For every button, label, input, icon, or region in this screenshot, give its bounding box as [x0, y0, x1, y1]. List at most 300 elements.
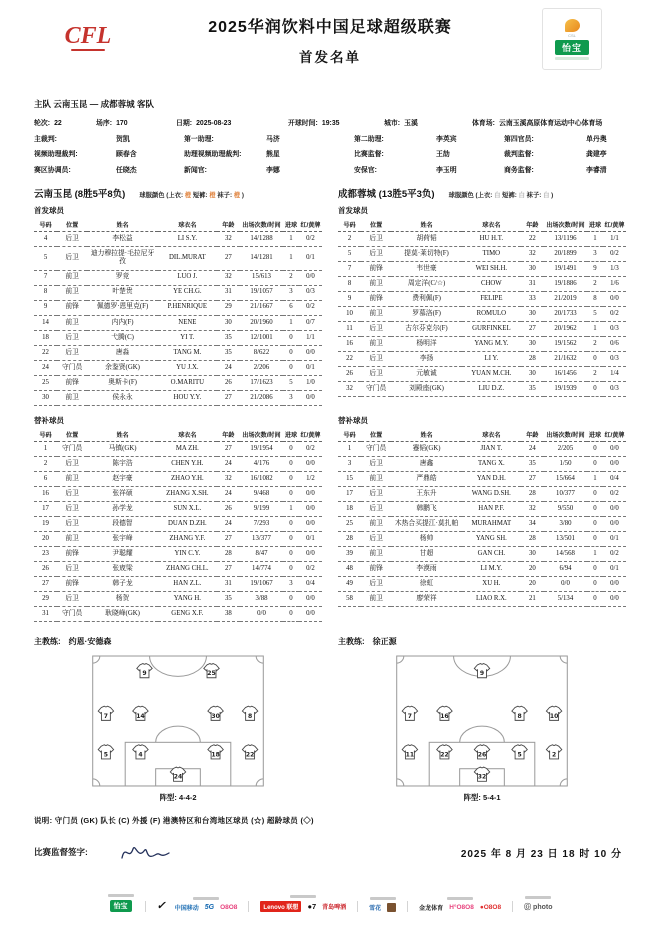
match-info-row-1 [34, 116, 626, 132]
player-cell: 后卫 [57, 457, 87, 472]
info-value: 单丹奥 [586, 135, 607, 143]
player-cell: 28 [521, 352, 544, 367]
player-cell: 陈宇浩 [87, 457, 158, 472]
player-cell: YANG H. [158, 592, 217, 607]
player-cell: 5 [587, 307, 603, 322]
player-cell: 0/0 [603, 457, 626, 472]
sponsor-caption [370, 897, 396, 900]
player-cell: 1/2 [299, 472, 322, 487]
player-cell: 后卫 [361, 352, 391, 367]
formation-label: 阵型: [159, 793, 177, 802]
player-cell: 8 [34, 285, 57, 300]
player-shirt-icon [512, 706, 527, 720]
column-header: 球衣名 [462, 428, 521, 442]
player-row [34, 562, 322, 577]
away-starters-label: 首发球员 [338, 206, 368, 215]
sponsor-logo: ●O8O8 [479, 904, 502, 911]
player-row [338, 367, 626, 382]
player-cell: 29 [34, 592, 57, 607]
player-cell: 3 [283, 390, 299, 405]
svg-text:8: 8 [247, 712, 253, 720]
player-shirt-icon [242, 745, 257, 759]
player-cell: 0/1 [299, 360, 322, 375]
player-row [338, 592, 626, 607]
kit-shorts-label: 短裤: [192, 192, 208, 199]
player-cell: GAN CH. [462, 547, 521, 562]
player-cell: 元敏诚 [391, 367, 462, 382]
player-cell: 24 [521, 442, 544, 457]
player-cell: 弋腾(C) [87, 330, 158, 345]
player-cell: 30 [521, 367, 544, 382]
away-coach-name: 徐正源 [372, 637, 397, 646]
info-label: 第四官员: [504, 135, 534, 143]
player-cell: 26 [217, 502, 240, 517]
column-header: 球衣名 [462, 218, 521, 232]
player-cell: WEI SH.H. [462, 262, 521, 277]
player-row [338, 532, 626, 547]
info-pair [354, 147, 504, 163]
home-starters-table [34, 218, 322, 406]
player-cell: 孙学龙 [87, 502, 158, 517]
info-label: 新闻官: [184, 166, 207, 174]
page-title: 首发名单 [299, 50, 361, 65]
player-cell: 张祥硕 [87, 487, 158, 502]
player-cell: 0/2 [603, 547, 626, 562]
player-cell: ZHANG X.SH. [158, 487, 217, 502]
info-pair [384, 116, 472, 132]
coach-label: 主教练: [34, 637, 61, 646]
player-cell: 22 [521, 232, 544, 247]
kit-prefix: 球服颜色 (上衣: [448, 192, 493, 199]
player-cell: 守门员 [57, 607, 87, 622]
player-cell: 后卫 [361, 457, 391, 472]
info-value: 王劼 [436, 151, 450, 158]
player-cell: 0/3 [603, 352, 626, 367]
sponsor-logo: ✓ [156, 900, 166, 912]
player-cell: 1 [587, 322, 603, 337]
column-header: 号码 [338, 218, 361, 232]
player-cell: 39 [338, 547, 361, 562]
player-cell: 27 [217, 532, 240, 547]
player-cell: 30 [34, 390, 57, 405]
player-cell: 14/774 [240, 562, 283, 577]
player-cell: 1 [587, 472, 603, 487]
player-cell: 26 [338, 367, 361, 382]
player-cell: 6 [283, 300, 299, 315]
player-cell: 2/205 [544, 442, 587, 457]
info-pair [96, 116, 176, 132]
svg-text:11: 11 [405, 751, 415, 759]
player-cell: 18 [338, 502, 361, 517]
svg-text:9: 9 [142, 670, 147, 678]
player-row [34, 270, 322, 285]
player-cell: 前锋 [361, 262, 391, 277]
player-cell: 8/47 [240, 547, 283, 562]
away-subs-table [338, 428, 626, 607]
player-cell: 9 [34, 300, 57, 315]
player-cell: 守门员 [57, 442, 87, 457]
player-cell: 21/1632 [544, 352, 587, 367]
player-cell: 1 [34, 442, 57, 457]
column-header: 年龄 [521, 218, 544, 232]
player-cell: 0/0 [240, 607, 283, 622]
player-cell: 0 [587, 382, 603, 397]
svg-text:14: 14 [136, 712, 145, 720]
player-cell: 1/0 [299, 375, 322, 390]
player-row [34, 457, 322, 472]
home-coach-name: 约恩·安德森 [68, 637, 112, 646]
svg-text:8: 8 [517, 712, 522, 720]
info-pair [354, 132, 504, 148]
svg-text:5: 5 [517, 751, 522, 759]
player-row [338, 337, 626, 352]
teams-area [34, 186, 626, 803]
player-cell: 刘殿座(GK) [391, 382, 462, 397]
player-cell: 0/0 [544, 577, 587, 592]
player-cell: NENE [158, 315, 217, 330]
player-cell: 后卫 [57, 562, 87, 577]
player-cell: 耿晓峰(GK) [87, 607, 158, 622]
player-cell: 19/1562 [544, 337, 587, 352]
info-label: 体育场: [472, 120, 495, 127]
svg-text:30: 30 [211, 712, 220, 720]
player-cell: 0/3 [603, 322, 626, 337]
sponsor-caption [447, 897, 473, 900]
player-row [34, 517, 322, 532]
info-pair [34, 132, 184, 148]
player-row [34, 330, 322, 345]
player-cell: 后卫 [57, 517, 87, 532]
player-cell: 15 [338, 472, 361, 487]
player-cell: LI M.Y. [462, 562, 521, 577]
player-cell: 韦世豪 [391, 262, 462, 277]
player-cell: 12/1001 [240, 330, 283, 345]
info-label: 轮次: [34, 120, 51, 127]
player-cell: 内内(F) [87, 315, 158, 330]
player-cell: 迪力穆拉提·毛拉尼牙孜 [87, 247, 158, 271]
player-cell: GURFINKEL [462, 322, 521, 337]
player-cell: 30 [217, 315, 240, 330]
player-row [34, 502, 322, 517]
info-value: 李英宾 [436, 135, 457, 143]
player-row [338, 487, 626, 502]
player-cell: 杨明洋 [391, 337, 462, 352]
formation-label: 阵型: [463, 793, 481, 802]
player-cell: 廖荣祥 [391, 592, 462, 607]
player-cell: 守门员 [361, 442, 391, 457]
player-cell: 0/2 [299, 232, 322, 247]
away-team-header [338, 186, 626, 200]
player-cell: 26 [217, 375, 240, 390]
player-cell: 22 [338, 352, 361, 367]
svg-text:25: 25 [207, 670, 216, 678]
player-cell: 0 [283, 562, 299, 577]
player-cell: 21/2086 [240, 390, 283, 405]
csl-text: CSL [568, 32, 576, 38]
player-cell: 侯永永 [87, 390, 158, 405]
player-cell: 20/1960 [240, 315, 283, 330]
player-cell: 1 [283, 232, 299, 247]
player-cell: 27 [521, 472, 544, 487]
player-cell: XU H. [462, 577, 521, 592]
info-value: 任晓杰 [116, 166, 137, 174]
player-cell: 15/664 [544, 472, 587, 487]
player-cell: 后卫 [361, 487, 391, 502]
home-team-header [34, 186, 322, 200]
player-cell: 3 [587, 247, 603, 262]
player-cell: MURAHMAT [462, 517, 521, 532]
player-shirt-icon [208, 706, 223, 720]
info-pair [34, 116, 96, 132]
player-row [34, 607, 322, 622]
player-cell: 提莫·莱切特(F) [391, 247, 462, 262]
column-header: 进球 [587, 428, 603, 442]
column-header: 进球 [283, 218, 299, 232]
player-cell: 0 [283, 517, 299, 532]
player-shirt-icon [402, 745, 417, 759]
info-value: 170 [116, 120, 128, 127]
player-cell: 2/206 [240, 360, 283, 375]
player-cell: 35 [521, 457, 544, 472]
player-cell: 1/1 [299, 330, 322, 345]
cfl-league-logo-icon: CFL [58, 24, 118, 51]
away-subs-table-block [338, 428, 626, 631]
sponsor-group [369, 897, 396, 912]
player-cell: 0/6 [603, 337, 626, 352]
svg-text:18: 18 [211, 751, 220, 759]
player-cell: 韩子龙 [87, 577, 158, 592]
column-header: 红/黄牌 [603, 218, 626, 232]
info-pair [176, 116, 288, 132]
info-label: 城市: [384, 120, 401, 127]
info-value: 顾春含 [116, 151, 137, 158]
player-row [34, 285, 322, 300]
player-cell: 0 [587, 562, 603, 577]
sponsor-logo: 青岛啤酒 [322, 905, 347, 911]
player-cell: 后卫 [57, 247, 87, 271]
info-value: 19:35 [321, 120, 340, 127]
player-cell: LI S.Y. [158, 232, 217, 247]
player-cell: 0/0 [603, 442, 626, 457]
sponsor-logo: Lenovo 联想 [260, 901, 301, 912]
player-cell: 李扬 [391, 352, 462, 367]
supervisor-signature-label: 比赛监督签字: [34, 847, 88, 857]
player-cell: 唐淼 [87, 345, 158, 360]
column-header: 年龄 [217, 218, 240, 232]
player-cell: 1/4 [603, 367, 626, 382]
sponsor-logo [387, 903, 396, 912]
player-row [34, 592, 322, 607]
player-cell: 前卫 [361, 472, 391, 487]
player-cell: 24 [217, 487, 240, 502]
player-cell: 32 [521, 502, 544, 517]
sponsor-group [419, 897, 501, 912]
player-cell: 0/1 [299, 532, 322, 547]
player-cell: 2 [338, 232, 361, 247]
info-label: 裁判监督: [504, 151, 534, 158]
sponsor-logos [419, 903, 501, 912]
player-cell: 1 [283, 502, 299, 517]
player-cell: 28 [217, 547, 240, 562]
player-cell: 李漠雨 [391, 562, 462, 577]
player-cell: 1 [283, 315, 299, 330]
kit-top-color: 橙 [184, 192, 192, 199]
player-cell: P.HENRIQUE [158, 300, 217, 315]
player-cell: 23 [34, 547, 57, 562]
sponsor-divider [407, 901, 408, 912]
player-cell: 前卫 [57, 285, 87, 300]
player-cell: 35 [217, 330, 240, 345]
player-cell: 0/1 [603, 562, 626, 577]
player-cell: 后卫 [57, 330, 87, 345]
player-cell: 后卫 [57, 345, 87, 360]
column-header: 年龄 [521, 428, 544, 442]
player-cell: 后卫 [361, 502, 391, 517]
player-cell: TIMO [462, 247, 521, 262]
csl-ball-icon [565, 19, 580, 32]
player-cell: 49 [338, 577, 361, 592]
player-cell: 20 [34, 532, 57, 547]
player-cell: 0/2 [603, 307, 626, 322]
player-cell: 35 [217, 592, 240, 607]
player-cell: 17 [338, 487, 361, 502]
player-cell: 3/80 [544, 517, 587, 532]
player-cell: YU J.X. [158, 360, 217, 375]
sponsor-group [524, 896, 552, 912]
player-cell: 6 [34, 472, 57, 487]
player-cell: 0/0 [299, 607, 322, 622]
yibao-wordmark: 怡宝 [555, 40, 589, 55]
column-header: 位置 [361, 218, 391, 232]
column-header: 红/黄牌 [299, 218, 322, 232]
player-cell: ZHAO Y.H. [158, 472, 217, 487]
player-cell: 19/1939 [544, 382, 587, 397]
page-header [34, 0, 626, 96]
player-cell: 31 [521, 277, 544, 292]
player-cell: 21/1667 [240, 300, 283, 315]
column-header: 出场次数/时间 [544, 428, 587, 442]
player-cell: 杨贺 [87, 592, 158, 607]
player-cell: 前锋 [57, 300, 87, 315]
player-cell: 后卫 [361, 577, 391, 592]
player-cell: 7 [338, 262, 361, 277]
player-cell: 19/1057 [240, 285, 283, 300]
player-cell: YI T. [158, 330, 217, 345]
kit-suffix: ) [241, 192, 244, 199]
player-cell: 后卫 [361, 232, 391, 247]
player-cell: 19/1886 [544, 277, 587, 292]
home-subs-table-block [34, 428, 322, 631]
player-cell: 0/2 [299, 562, 322, 577]
player-cell: 28 [521, 532, 544, 547]
player-cell: 0/0 [603, 502, 626, 517]
svg-text:7: 7 [407, 712, 413, 720]
home-subs-table [34, 428, 322, 622]
player-cell: 0 [283, 547, 299, 562]
column-header: 年龄 [217, 428, 240, 442]
player-cell: 0/0 [603, 592, 626, 607]
player-cell: 10/377 [544, 487, 587, 502]
player-cell: 王东升 [391, 487, 462, 502]
away-formation-value: 5-4-1 [483, 793, 501, 802]
player-cell: 5 [283, 375, 299, 390]
player-cell: 前卫 [57, 270, 87, 285]
player-cell: 0/3 [603, 382, 626, 397]
player-cell: 24 [217, 457, 240, 472]
kit-shorts-color: 橙 [209, 192, 216, 199]
player-row [338, 382, 626, 397]
player-row [338, 262, 626, 277]
player-shirt-icon [402, 706, 417, 720]
player-shirt-icon [208, 745, 223, 759]
player-row [338, 577, 626, 592]
info-label: 比赛监督: [354, 151, 384, 158]
column-header: 位置 [57, 428, 87, 442]
column-header: 进球 [587, 218, 603, 232]
player-row [34, 300, 322, 315]
player-cell: 14/568 [544, 547, 587, 562]
player-cell: 张宇峰 [87, 532, 158, 547]
column-header: 出场次数/时间 [240, 428, 283, 442]
player-cell: 韩鹏飞 [391, 502, 462, 517]
info-value: 李睿清 [586, 166, 607, 174]
player-cell: 3 [283, 577, 299, 592]
player-cell: 后卫 [57, 232, 87, 247]
player-cell: SUN X.L. [158, 502, 217, 517]
sponsor-group [175, 897, 238, 912]
player-cell: 0/0 [299, 517, 322, 532]
player-cell: 5 [34, 247, 57, 271]
home-team-name: 云南玉昆 (8胜5平8负) [34, 189, 126, 200]
player-row [34, 345, 322, 360]
player-cell: 2 [283, 270, 299, 285]
player-cell: 后卫 [57, 592, 87, 607]
matchup-line: 主队 云南玉昆 — 成都蓉城 客队 [34, 99, 154, 109]
player-cell: 48 [338, 562, 361, 577]
player-cell: 木热合买提江·莫扎帕 [391, 517, 462, 532]
signed-datetime: 2025 年 8 月 23 日 18 时 10 分 [460, 848, 622, 860]
player-cell: 0/0 [299, 345, 322, 360]
player-cell: LUO J. [158, 270, 217, 285]
info-pair [354, 163, 504, 179]
player-cell: 费利佩(F) [391, 292, 462, 307]
player-cell: 24 [34, 360, 57, 375]
info-pair [504, 163, 626, 179]
match-info-row-4 [34, 163, 626, 179]
legend-notes: 说明: 守门员 (GK) 队长 (C) 外援 (F) 港澳特区和台湾地区球员 (☆) 超龄球员 (◇) [34, 816, 314, 825]
match-info-row-2 [34, 132, 626, 148]
player-cell: 9 [338, 292, 361, 307]
player-cell: 8 [587, 292, 603, 307]
player-cell: DUAN D.ZH. [158, 517, 217, 532]
home-kit-colors [139, 190, 244, 199]
info-value: 马济 [266, 135, 280, 143]
player-cell: 32 [217, 472, 240, 487]
signature-row [34, 840, 626, 864]
sponsor-divider [357, 901, 358, 912]
column-header: 位置 [361, 428, 391, 442]
svg-text:26: 26 [477, 751, 487, 759]
home-formation-label [34, 792, 322, 803]
info-label: 商务监督: [504, 166, 534, 174]
player-cell: 尹聪耀 [87, 547, 158, 562]
info-pair [34, 163, 184, 179]
player-shirt-icon [98, 745, 113, 759]
sponsor-logos [524, 902, 552, 912]
info-pair [504, 132, 626, 148]
player-cell: CHOW [462, 277, 521, 292]
player-cell: 前锋 [57, 577, 87, 592]
